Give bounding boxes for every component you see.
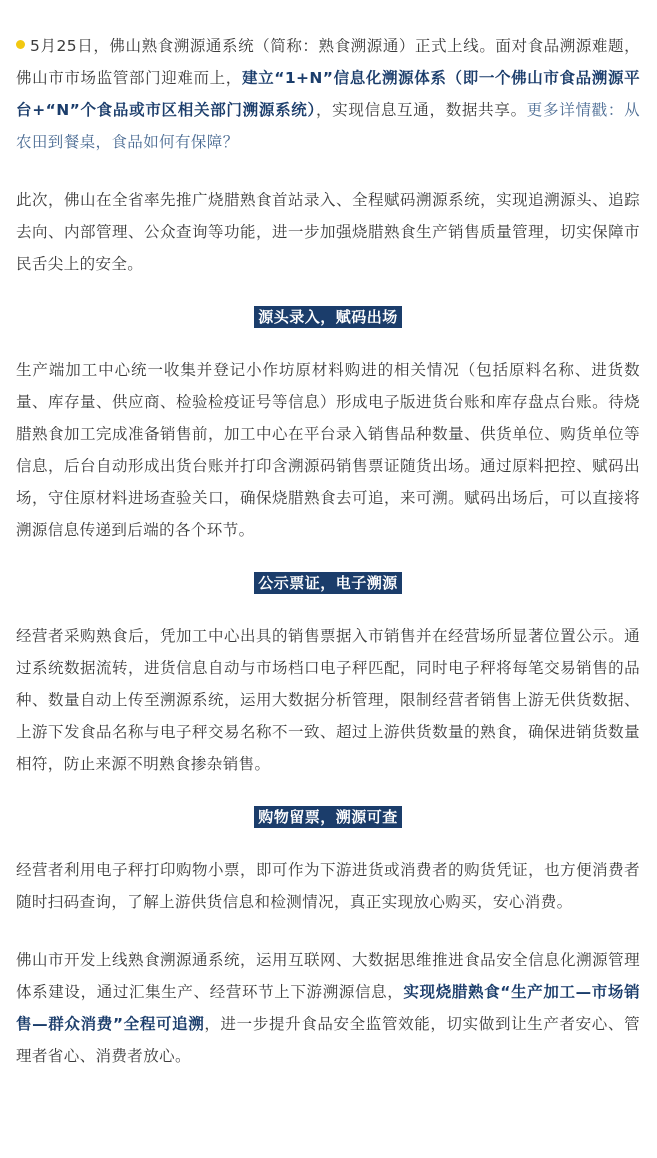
- summary-paragraph: 此次，佛山在全省率先推广烧腊熟食首站录入、全程赋码溯源系统，实现追溯源头、追踪去向、内部管理、公众查询等功能，进一步加强烧腊熟食生产销售质量管理，切实保障市民舌尖上的安全。: [16, 191, 640, 273]
- closing-text: 佛山市开发上线熟食溯源通系统，运用互联网、大数据思维推进食品安全信息化溯源管理体系建设，通过汇集生产、经营环节上下游溯源信息，: [16, 951, 640, 1001]
- bullet-dot-icon: [16, 40, 25, 49]
- closing-paragraph: [16, 944, 640, 1072]
- section-heading-public-receipt: 公示票证，电子溯源: [254, 572, 402, 594]
- intro-text: 5月25日，佛山熟食溯源通系统（简称：熟食溯源通）正式上线。面对食品溯源难题，佛山市市场监管部门迎难而上，: [16, 37, 640, 87]
- section-heading-wrap-3: [16, 806, 640, 828]
- section-body-source-entry: 生产端加工中心统一收集并登记小作坊原材料购进的相关情况（包括原料名称、进货数量、库存量、供应商、检验检疫证号等信息）形成电子版进货台账和库存盘点台账。待烧腊熟食加工完成准备销售前，加工中心在平台录入销售品种数量、供货单位、购货单位等信息，后台自动形成出货台账并打印含溯源码销售票证随货出场。通过原料把控、赋码出场，守住原材料进场查验关口，确保烧腊熟食去可追，来可溯。赋码出场后，可以直接将溯源信息传递到后端的各个环节。: [16, 361, 640, 539]
- intro-text-end: ，实现信息互通，数据共享。: [315, 101, 527, 119]
- section-body-purchase-receipt: 经营者利用电子秤打印购物小票，即可作为下游进货或消费者的购货凭证，也方便消费者随时扫码查询，了解上游供货信息和检测情况，真正实现放心购买，安心消费。: [16, 861, 640, 911]
- closing-text-end: ，进一步提升食品安全监管效能，切实做到让生产者安心、管理者省心、消费者放心。: [16, 1015, 640, 1065]
- intro-highlight: 建立“1+N”信息化溯源体系（即一个佛山市食品溯源平台+“N”个食品或市区相关部门溯源系统）: [16, 69, 640, 119]
- article-body: [16, 30, 640, 1072]
- section-heading-wrap-1: [16, 306, 640, 328]
- section-heading-source-entry: 源头录入，赋码出场: [254, 306, 402, 328]
- section-body-public-receipt: 经营者采购熟食后，凭加工中心出具的销售票据入市销售并在经营场所显著位置公示。通过系统数据流转，进货信息自动与市场档口电子秤匹配，同时电子秤将每笔交易销售的品种、数量自动上传至溯源系统，运用大数据分析管理，限制经营者销售上游无供货数据、上游下发食品名称与电子秤交易名称不一致、超过上游供货数量的熟食，确保进销货数量相符，防止来源不明熟食掺杂销售。: [16, 627, 640, 773]
- section-heading-purchase-receipt: 购物留票，溯源可查: [254, 806, 402, 828]
- section-heading-wrap-2: [16, 572, 640, 594]
- closing-highlight: 实现烧腊熟食“生产加工—市场销售—群众消费”全程可追溯: [16, 983, 640, 1033]
- intro-paragraph: [16, 30, 640, 158]
- more-details-link[interactable]: 更多详情戳：从农田到餐桌，食品如何有保障？: [16, 101, 640, 151]
